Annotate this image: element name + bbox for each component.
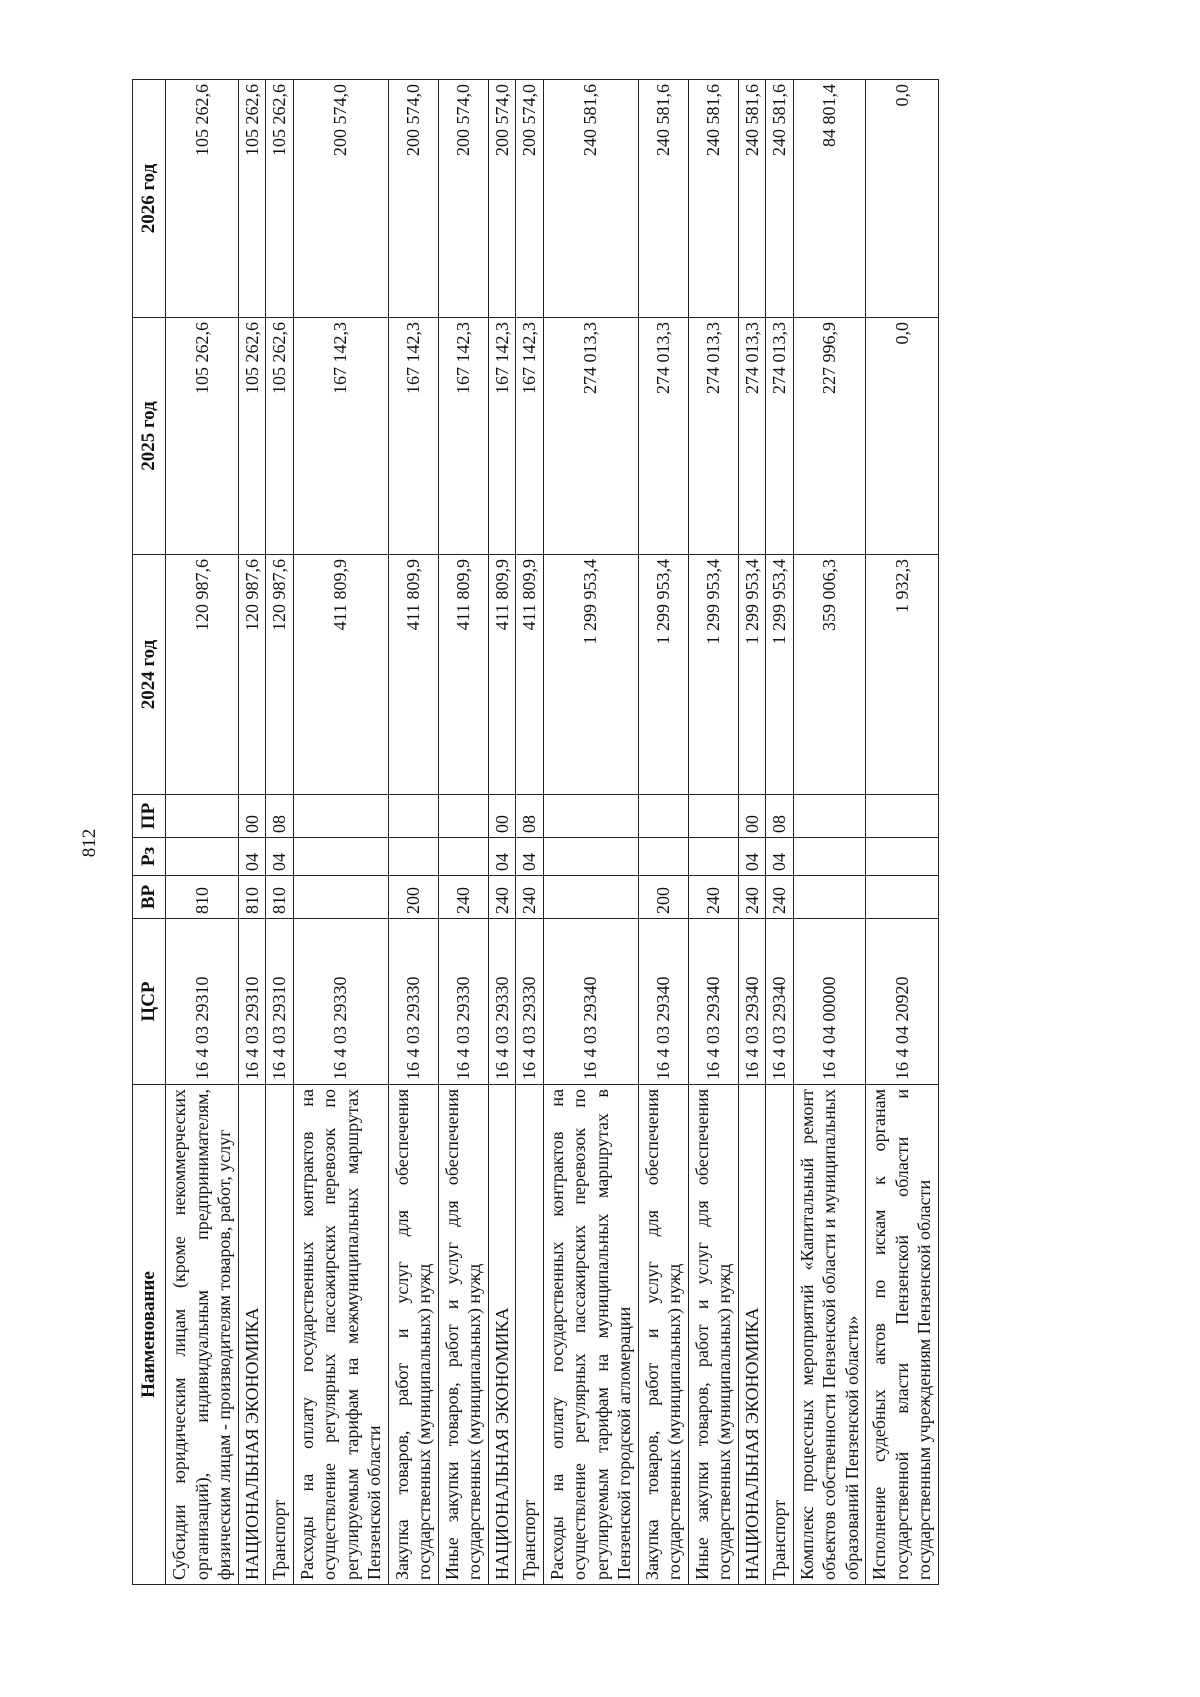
cell-rz [388,838,438,876]
table-row [738,80,766,1585]
cell-y2026: 200 574,0 [388,80,438,318]
cell-y2025: 167 142,3 [516,318,544,555]
cell-vr [293,876,388,919]
cell-y2025: 274 013,3 [688,318,738,555]
cell-pr [638,795,688,838]
cell-rz [438,838,488,876]
cell-name: Иные закупки товаров, работ и услуг для обеспечения государственных (муниципальных) нужд [438,1085,488,1585]
cell-y2026: 200 574,0 [516,80,544,318]
cell-pr [438,795,488,838]
cell-csr: 16 4 03 29340 [738,919,766,1085]
cell-y2025: 274 013,3 [738,318,766,555]
cell-y2025: 274 013,3 [766,318,794,555]
cell-csr: 16 4 04 00000 [793,919,866,1085]
cell-csr: 16 4 03 29340 [688,919,738,1085]
cell-y2024: 1 299 953,4 [638,555,688,795]
cell-y2025: 167 142,3 [388,318,438,555]
cell-y2025: 167 142,3 [488,318,516,555]
cell-y2026: 200 574,0 [438,80,488,318]
table-row [488,80,516,1585]
cell-y2026: 0,0 [866,80,939,318]
cell-rz [866,838,939,876]
table-row [166,80,239,1585]
header-rz: Рз [133,838,166,876]
header-2026: 2026 год [133,80,166,318]
cell-name: Закупка товаров, работ и услуг для обеспечения государственных (муниципальных) нужд [638,1085,688,1585]
cell-y2026: 240 581,6 [638,80,688,318]
cell-pr [688,795,738,838]
cell-pr [166,795,239,838]
cell-y2026: 200 574,0 [293,80,388,318]
header-csr: ЦСР [133,919,166,1085]
cell-y2026: 240 581,6 [688,80,738,318]
cell-rz [293,838,388,876]
cell-y2025: 227 996,9 [793,318,866,555]
cell-pr: 08 [266,795,294,838]
header-vr: ВР [133,876,166,919]
page-number: 812 [79,828,100,858]
cell-rz: 04 [238,838,266,876]
cell-y2024: 1 299 953,4 [543,555,638,795]
table-body [166,80,939,1585]
cell-pr [793,795,866,838]
cell-y2026: 105 262,6 [266,80,294,318]
cell-vr: 810 [238,876,266,919]
cell-y2025: 105 262,6 [166,318,239,555]
cell-csr: 16 4 03 29330 [293,919,388,1085]
table-row [438,80,488,1585]
cell-csr: 16 4 03 29310 [238,919,266,1085]
cell-pr [543,795,638,838]
cell-rz [793,838,866,876]
table-row [766,80,794,1585]
cell-pr: 08 [766,795,794,838]
cell-y2024: 411 809,9 [438,555,488,795]
cell-vr: 200 [388,876,438,919]
cell-pr [293,795,388,838]
budget-table [132,79,939,1585]
cell-y2026: 240 581,6 [766,80,794,318]
cell-csr: 16 4 04 20920 [866,919,939,1085]
cell-y2024: 411 809,9 [388,555,438,795]
cell-y2026: 200 574,0 [488,80,516,318]
cell-y2025: 105 262,6 [266,318,294,555]
cell-vr: 240 [488,876,516,919]
cell-csr: 16 4 03 29310 [166,919,239,1085]
cell-name: НАЦИОНАЛЬНАЯ ЭКОНОМИКА [488,1085,516,1585]
cell-rz [688,838,738,876]
table-row [266,80,294,1585]
cell-rz: 04 [766,838,794,876]
cell-vr [793,876,866,919]
cell-pr [866,795,939,838]
cell-rz: 04 [488,838,516,876]
cell-y2024: 411 809,9 [516,555,544,795]
cell-y2024: 411 809,9 [488,555,516,795]
cell-vr: 240 [688,876,738,919]
cell-y2024: 1 299 953,4 [688,555,738,795]
cell-csr: 16 4 03 29340 [543,919,638,1085]
cell-y2026: 84 801,4 [793,80,866,318]
cell-y2026: 105 262,6 [238,80,266,318]
header-2025: 2025 год [133,318,166,555]
cell-csr: 16 4 03 29330 [516,919,544,1085]
cell-y2025: 167 142,3 [293,318,388,555]
cell-y2026: 240 581,6 [738,80,766,318]
cell-y2026: 105 262,6 [166,80,239,318]
cell-y2024: 411 809,9 [293,555,388,795]
cell-vr [866,876,939,919]
cell-name: Расходы на оплату государственных контрактов на осуществление регулярных пассажирских перевозок по регулируемым тарифам на муниципальных маршрутах в Пензенской городской агломерации [543,1085,638,1585]
table-row [793,80,866,1585]
cell-vr: 240 [738,876,766,919]
table-row [866,80,939,1585]
cell-y2024: 1 299 953,4 [766,555,794,795]
cell-rz: 04 [516,838,544,876]
rotated-page [132,80,1050,1585]
cell-name: Субсидии юридическим лицам (кроме некоммерческих организаций), индивидуальным предпринимателям, физическим лицам - производителям товаров, работ, услуг [166,1085,239,1585]
header-name: Наименование [133,1085,166,1585]
cell-name: Иные закупки товаров, работ и услуг для обеспечения государственных (муниципальных) нужд [688,1085,738,1585]
table-row [516,80,544,1585]
cell-rz: 04 [266,838,294,876]
cell-name: Исполнение судебных актов по искам к органам государственной власти Пензенской области и государственным учреждениям Пензенской области [866,1085,939,1585]
cell-name: НАЦИОНАЛЬНАЯ ЭКОНОМИКА [238,1085,266,1585]
cell-csr: 16 4 03 29310 [266,919,294,1085]
cell-csr: 16 4 03 29330 [488,919,516,1085]
table-row [688,80,738,1585]
cell-name: НАЦИОНАЛЬНАЯ ЭКОНОМИКА [738,1085,766,1585]
cell-y2024: 1 299 953,4 [738,555,766,795]
cell-y2024: 120 987,6 [238,555,266,795]
cell-rz [543,838,638,876]
table-row [543,80,638,1585]
cell-vr: 240 [438,876,488,919]
cell-csr: 16 4 03 29330 [388,919,438,1085]
cell-rz: 04 [738,838,766,876]
cell-name: Транспорт [266,1085,294,1585]
cell-vr: 810 [166,876,239,919]
cell-pr [388,795,438,838]
cell-name: Комплекс процессных мероприятий «Капитальный ремонт объектов собственности Пензенской области и муниципальных образований Пензенской области» [793,1085,866,1585]
cell-csr: 16 4 03 29330 [438,919,488,1085]
cell-y2025: 274 013,3 [638,318,688,555]
cell-y2025: 0,0 [866,318,939,555]
cell-vr: 240 [766,876,794,919]
cell-name: Расходы на оплату государственных контрактов на осуществление регулярных пассажирских перевозок по регулируемым тарифам на межмуниципальных маршрутах Пензенской области [293,1085,388,1585]
cell-y2025: 274 013,3 [543,318,638,555]
cell-vr: 810 [266,876,294,919]
cell-pr: 00 [238,795,266,838]
cell-pr: 00 [488,795,516,838]
cell-y2024: 1 932,3 [866,555,939,795]
table-row [388,80,438,1585]
cell-y2025: 167 142,3 [438,318,488,555]
table-row [238,80,266,1585]
header-row [133,80,166,1585]
cell-vr [543,876,638,919]
cell-pr: 00 [738,795,766,838]
cell-vr: 200 [638,876,688,919]
cell-rz [166,838,239,876]
cell-vr: 240 [516,876,544,919]
header-pr: ПР [133,795,166,838]
cell-y2026: 240 581,6 [543,80,638,318]
table-row [293,80,388,1585]
cell-name: Транспорт [766,1085,794,1585]
cell-csr: 16 4 03 29340 [638,919,688,1085]
cell-y2024: 359 006,3 [793,555,866,795]
cell-csr: 16 4 03 29340 [766,919,794,1085]
cell-name: Закупка товаров, работ и услуг для обеспечения государственных (муниципальных) нужд [388,1085,438,1585]
header-2024: 2024 год [133,555,166,795]
cell-name: Транспорт [516,1085,544,1585]
cell-y2024: 120 987,6 [166,555,239,795]
cell-y2024: 120 987,6 [266,555,294,795]
cell-rz [638,838,688,876]
cell-y2025: 105 262,6 [238,318,266,555]
table-row [638,80,688,1585]
cell-pr: 08 [516,795,544,838]
